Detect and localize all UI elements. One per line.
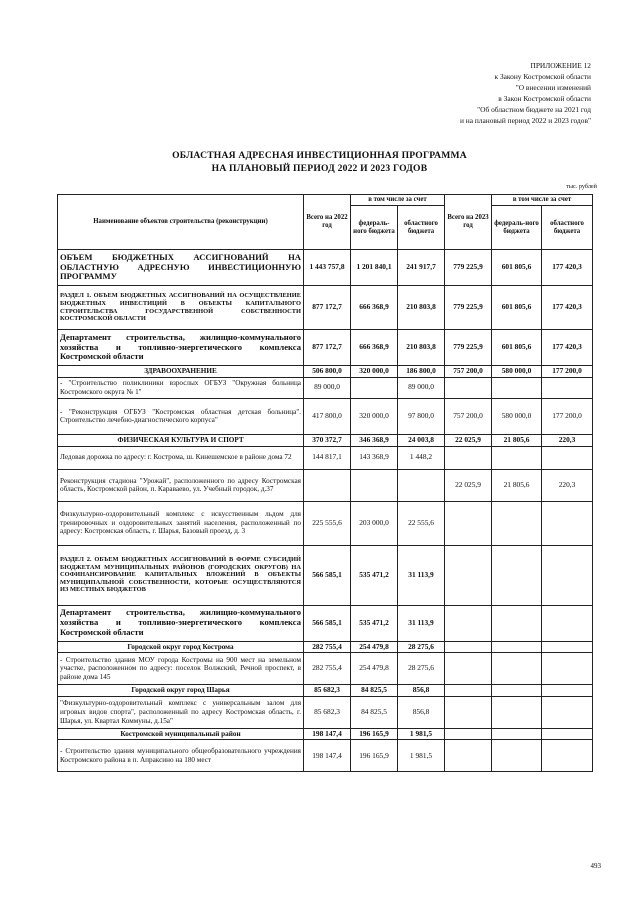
cell-t22: 282 755,4 <box>304 641 351 653</box>
cell-r22: 210 803,8 <box>398 286 445 330</box>
table-row <box>58 641 593 653</box>
cell-f22: 535 471,2 <box>351 545 398 605</box>
cell-f23 <box>492 446 542 469</box>
cell-r22: 24 003,8 <box>398 434 445 446</box>
cell-r22: 28 275,6 <box>398 653 445 685</box>
cell-t23 <box>445 740 492 772</box>
cell-t22: 89 000,0 <box>304 377 351 398</box>
cell-r22: 1 981,5 <box>398 728 445 740</box>
cell-t23 <box>445 728 492 740</box>
cell-t23: 779 225,9 <box>445 286 492 330</box>
cell-f23: 601 805,6 <box>492 330 542 366</box>
page-number: 493 <box>590 862 601 870</box>
cell-r23 <box>542 446 593 469</box>
cell-r23 <box>542 641 593 653</box>
cell-f23 <box>492 501 542 545</box>
table-row <box>58 250 593 286</box>
cell-f22: 666 368,9 <box>351 330 398 366</box>
table-row <box>58 469 593 501</box>
cell-f23: 580 000,0 <box>492 398 542 434</box>
cell-r22: 856,8 <box>398 685 445 697</box>
cell-f22: 196 165,9 <box>351 740 398 772</box>
cell-r23 <box>542 653 593 685</box>
cell-r23 <box>542 696 593 728</box>
cell-f22: 84 825,5 <box>351 696 398 728</box>
cell-r23: 220,3 <box>542 434 593 446</box>
table-row <box>58 605 593 641</box>
cell-f23 <box>492 685 542 697</box>
cell-r22: 186 800,0 <box>398 366 445 378</box>
cell-t22: 566 585,1 <box>304 545 351 605</box>
table-row <box>58 446 593 469</box>
cell-r23 <box>542 728 593 740</box>
cell-r23 <box>542 501 593 545</box>
cell-r22: 28 275,6 <box>398 641 445 653</box>
cell-t23: 22 025,9 <box>445 469 492 501</box>
header-incl-2022: в том числе за счет <box>351 195 445 206</box>
cell-t23 <box>445 685 492 697</box>
appendix-line: и на плановый период 2022 и 2023 годов" <box>459 116 591 125</box>
cell-r22: 22 555,6 <box>398 501 445 545</box>
cell-f22: 535 471,2 <box>351 605 398 641</box>
cell-t23 <box>445 501 492 545</box>
cell-r22: 241 917,7 <box>398 250 445 286</box>
header-total-2022: Всего на 2022 год <box>304 195 351 250</box>
cell-r23 <box>542 685 593 697</box>
cell-r23 <box>542 377 593 398</box>
table-row <box>58 740 593 772</box>
cell-t22: 144 817,1 <box>304 446 351 469</box>
document-title: ОБЛАСТНАЯ АДРЕСНАЯ ИНВЕСТИЦИОННАЯ ПРОГРАММА <box>172 150 467 161</box>
cell-f23: 21 805,6 <box>492 434 542 446</box>
cell-t22: 1 443 757,8 <box>304 250 351 286</box>
cell-t22: 282 755,4 <box>304 653 351 685</box>
cell-r23 <box>542 605 593 641</box>
row-name: ОБЪЕМ БЮДЖЕТНЫХ АССИГНОВАНИЙ НА ОБЛАСТНУЮ АДРЕСНУЮ ИНВЕСТИЦИОННУЮ ПРОГРАММУ <box>58 250 304 286</box>
header-federal-2023: федераль-ного бюджета <box>492 206 542 250</box>
cell-r23: 220,3 <box>542 469 593 501</box>
table-row <box>58 286 593 330</box>
cell-f23 <box>492 728 542 740</box>
cell-t23 <box>445 446 492 469</box>
cell-f23 <box>492 740 542 772</box>
cell-r22: 31 113,9 <box>398 605 445 641</box>
row-name: "Физкультурно-оздоровительный комплекс с универсальным залом для игровых видов спорта", расположенный по адресу Костромская область, г. Шарья, ул. Квартал Коммуны, д.15а" <box>58 696 304 728</box>
table-row <box>58 366 593 378</box>
cell-f22: 84 825,5 <box>351 685 398 697</box>
cell-f22: 196 165,9 <box>351 728 398 740</box>
cell-f22: 320 000,0 <box>351 366 398 378</box>
cell-t23: 22 025,9 <box>445 434 492 446</box>
table-row <box>58 653 593 685</box>
table-row <box>58 696 593 728</box>
cell-r22: 97 800,0 <box>398 398 445 434</box>
cell-t22 <box>304 469 351 501</box>
cell-t22: 85 682,3 <box>304 696 351 728</box>
row-name: - "Реконструкция ОГБУЗ "Костромская областная детская больница". Строительство лечебно-диагностического корпуса" <box>58 398 304 434</box>
cell-r23: 177 420,3 <box>542 330 593 366</box>
cell-t22: 370 372,7 <box>304 434 351 446</box>
cell-f23 <box>492 653 542 685</box>
cell-f22: 320 000,0 <box>351 398 398 434</box>
cell-t23 <box>445 653 492 685</box>
header-name: Наименование объектов строительства (реконструкции) <box>58 195 304 250</box>
cell-r23: 177 420,3 <box>542 286 593 330</box>
cell-r22 <box>398 469 445 501</box>
cell-f22: 1 201 840,1 <box>351 250 398 286</box>
cell-f23: 601 805,6 <box>492 250 542 286</box>
cell-r22: 1 981,5 <box>398 740 445 772</box>
row-name: Костромской муниципальный район <box>58 728 304 740</box>
cell-t22: 566 585,1 <box>304 605 351 641</box>
cell-f22 <box>351 469 398 501</box>
cell-f22: 346 368,9 <box>351 434 398 446</box>
table-row <box>58 330 593 366</box>
row-name: ФИЗИЧЕСКАЯ КУЛЬТУРА И СПОРТ <box>58 434 304 446</box>
cell-t23: 757 200,0 <box>445 398 492 434</box>
table-row <box>58 434 593 446</box>
cell-r22: 31 113,9 <box>398 545 445 605</box>
appendix-line: "Об областном бюджете на 2021 год <box>477 105 591 114</box>
cell-t22: 85 682,3 <box>304 685 351 697</box>
header-incl-2023: в том числе за счет <box>492 195 593 206</box>
appendix-header <box>351 60 591 126</box>
cell-f23: 21 805,6 <box>492 469 542 501</box>
cell-t23: 779 225,9 <box>445 330 492 366</box>
cell-r22: 856,8 <box>398 696 445 728</box>
row-name: Физкультурно-оздоровительный комплекс с искусственным льдом для тренировочных и оздоровительных занятий населения, расположенный по адресу: Костромская область, г. Шарья, Базовый проезд, д. 3 <box>58 501 304 545</box>
header-regional-2023: областного бюджета <box>542 206 593 250</box>
cell-f23: 580 000,0 <box>492 366 542 378</box>
cell-t23 <box>445 696 492 728</box>
table-row <box>58 685 593 697</box>
cell-t22: 877 172,7 <box>304 330 351 366</box>
header-total-2023: Всего на 2023 год <box>445 195 492 250</box>
cell-r23 <box>542 740 593 772</box>
row-name: Городской округ город Шарья <box>58 685 304 697</box>
units-label: тыс. рублей <box>566 183 597 190</box>
cell-f22: 666 368,9 <box>351 286 398 330</box>
cell-t23: 779 225,9 <box>445 250 492 286</box>
appendix-line: "О внесении изменений <box>515 83 591 92</box>
cell-f23 <box>492 605 542 641</box>
cell-r23 <box>542 545 593 605</box>
cell-t23: 757 200,0 <box>445 366 492 378</box>
row-name: - Строительство здания МОУ города Костромы на 900 мест на земельном участке, расположенном по адресу: поселок Волжский, Речной проспект, в районе дома 145 <box>58 653 304 685</box>
table-row <box>58 728 593 740</box>
row-name: Департамент строительства, жилищно-коммунального хозяйства и топливно-энергетического комплекса Костромской области <box>58 605 304 641</box>
header-regional-2022: областного бюджета <box>398 206 445 250</box>
appendix-line: в Закон Костромской области <box>498 94 591 103</box>
row-name: Ледовая дорожка по адресу: г. Кострома, ш. Кинешемское в районе дома 72 <box>58 446 304 469</box>
cell-r22: 89 000,0 <box>398 377 445 398</box>
document-subtitle: НА ПЛАНОВЫЙ ПЕРИОД 2022 И 2023 ГОДОВ <box>211 163 428 174</box>
cell-r23: 177 420,3 <box>542 250 593 286</box>
row-name: Реконструкция стадиона "Урожай", расположенного по адресу Костромская область, Костромской район, п. Караваево, ул. Учебный городок, д.37 <box>58 469 304 501</box>
cell-f22: 254 479,8 <box>351 641 398 653</box>
cell-r22: 1 448,2 <box>398 446 445 469</box>
cell-r23: 177 200,0 <box>542 398 593 434</box>
table-row <box>58 545 593 605</box>
investment-table <box>57 194 593 772</box>
cell-f23 <box>492 696 542 728</box>
cell-r23: 177 200,0 <box>542 366 593 378</box>
table-row <box>58 398 593 434</box>
cell-r22: 210 803,8 <box>398 330 445 366</box>
appendix-line: ПРИЛОЖЕНИЕ 12 <box>530 61 591 70</box>
cell-t22: 877 172,7 <box>304 286 351 330</box>
row-name: РАЗДЕЛ 1. ОБЪЕМ БЮДЖЕТНЫХ АССИГНОВАНИЙ НА ОСУЩЕСТВЛЕНИЕ БЮДЖЕТНЫХ ИНВЕСТИЦИЙ В ОБЪЕКТЫ КАПИТАЛЬНОГО СТРОИТЕЛЬСТВА ГОСУДАРСТВЕННОЙ СОБСТВЕННОСТИ КОСТРОМСКОЙ ОБЛАСТИ <box>58 286 304 330</box>
cell-t22: 225 555,6 <box>304 501 351 545</box>
row-name: РАЗДЕЛ 2. ОБЪЕМ БЮДЖЕТНЫХ АССИГНОВАНИЙ В ФОРМЕ СУБСИДИЙ БЮДЖЕТАМ МУНИЦИПАЛЬНЫХ РАЙОНОВ (ГОРОДСКИХ ОКРУГОВ) НА СОФИНАНСИРОВАНИЕ КАПИТАЛЬНЫХ ВЛОЖЕНИЙ В ОБЪЕКТЫ МУНИЦИПАЛЬНОЙ СОБСТВЕННОСТИ, КОТОРЫЕ ОСУЩЕСТВЛЯЮТСЯ ИЗ МЕСТНЫХ БЮДЖЕТОВ <box>58 545 304 605</box>
row-name: - "Строительство поликлиники взрослых ОГБУЗ "Окружная больница Костромского округа № 1" <box>58 377 304 398</box>
row-name: ЗДРАВООХРАНЕНИЕ <box>58 366 304 378</box>
cell-t22: 198 147,4 <box>304 728 351 740</box>
cell-t22: 198 147,4 <box>304 740 351 772</box>
cell-f23 <box>492 545 542 605</box>
header-federal-2022: федераль-ного бюджета <box>351 206 398 250</box>
row-name: - Строительство здания муниципального общеобразовательного учреждения Костромского района в п. Апраксино на 180 мест <box>58 740 304 772</box>
cell-f22 <box>351 377 398 398</box>
cell-t22: 506 800,0 <box>304 366 351 378</box>
cell-t23 <box>445 377 492 398</box>
cell-f22: 254 479,8 <box>351 653 398 685</box>
row-name: Департамент строительства, жилищно-коммунального хозяйства и топливно-энергетического комплекса Костромской области <box>58 330 304 366</box>
cell-f23 <box>492 641 542 653</box>
cell-f22: 203 000,0 <box>351 501 398 545</box>
row-name: Городской округ город Кострома <box>58 641 304 653</box>
cell-f22: 143 368,9 <box>351 446 398 469</box>
cell-t23 <box>445 605 492 641</box>
appendix-line: к Закону Костромской области <box>494 72 591 81</box>
cell-t23 <box>445 641 492 653</box>
table-row <box>58 501 593 545</box>
table-row <box>58 377 593 398</box>
cell-t23 <box>445 545 492 605</box>
cell-f23: 601 805,6 <box>492 286 542 330</box>
cell-t22: 417 800,0 <box>304 398 351 434</box>
cell-f23 <box>492 377 542 398</box>
